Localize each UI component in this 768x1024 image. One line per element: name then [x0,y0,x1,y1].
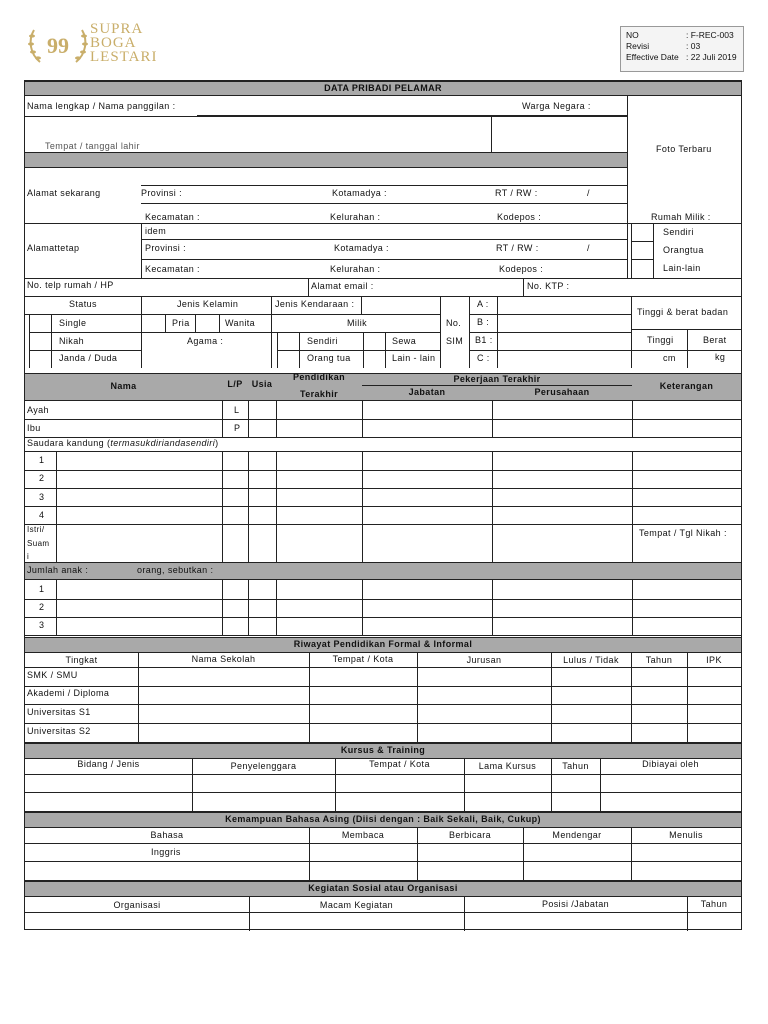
lang-header-membaca: Membaca [341,830,385,840]
pria-label: Pria [172,318,190,328]
edu-header-tempat: Tempat / Kota [332,654,394,664]
provinsi-label-1: Provinsi : [141,188,183,198]
sim-line2 [469,332,631,333]
idem-text: idem [145,226,167,236]
saudara-row2-bottom [25,488,741,489]
janda-duda-label: Janda / Duda [59,353,118,363]
edu-col6 [687,653,688,742]
fam-col5-c [492,580,493,635]
alamat-tetap-divider [141,223,142,278]
social-header-organisasi: Organisasi [113,900,161,910]
lang-row1-bottom [25,861,741,862]
pria-box-right [165,314,166,332]
family-keterangan-header: Keterangan [659,381,714,391]
wanita-box-left [195,314,196,332]
lang-header-bottom [25,843,741,844]
telp-bottom [25,296,741,297]
fam-col1-c [222,580,223,635]
edu-header-bottom [25,667,741,668]
sim-b-label: B : [477,317,490,327]
edu-header-jurusan: Jurusan [466,655,502,665]
status-line2 [29,350,141,351]
istri-label-3: i [27,552,30,561]
single-label: Single [59,318,87,328]
fam-col1-a [222,401,223,437]
kecamatan-label-1: Kecamatan : [145,212,200,222]
fam-col4-c [362,580,363,635]
social-header-bottom [25,912,741,913]
rumah-sendiri-label: Sendiri [663,227,694,237]
wanita-label: Wanita [225,318,256,328]
saudara-top [25,451,741,452]
edu-level-smk: SMK / SMU [27,670,78,680]
social-col1 [249,897,250,931]
kelurahan-label-2: Kelurahan : [330,264,381,274]
training-header-lama: Lama Kursus [478,761,537,771]
training-title: Kursus & Training [340,745,426,755]
kendaraan-orangtua-label: Orang tua [307,353,351,363]
social-title: Kegiatan Sosial atau Organisasi [308,883,458,893]
application-form [24,80,742,930]
saudara-row-2: 2 [39,473,45,483]
pekerjaan-sub-line [362,385,632,386]
alamat-sekarang-label: Alamat sekarang [27,188,101,198]
doc-no-label: NO [626,30,639,40]
personal-grey-band [25,152,627,168]
family-perusahaan-header: Perusahaan [534,387,590,397]
sim-line3 [469,350,741,351]
lang-header-mendengar: Mendengar [552,830,602,840]
status-header-line [25,314,440,315]
lang-header-menulis: Menulis [669,830,703,840]
fam-col2-a [248,401,249,437]
sim-line1 [469,314,631,315]
ibu-lp: P [234,423,241,433]
fam-col6-c [632,580,633,635]
rumah-orangtua-label: Orangtua [663,245,704,255]
anak-row1-bottom [25,599,741,600]
social-header-tahun: Tahun [700,899,728,909]
ktp-label: No. KTP : [527,281,570,291]
edu-col5 [631,653,632,742]
edu-row2-bottom [25,704,741,705]
saudara-row-1: 1 [39,455,45,465]
fam-col6-b [632,451,633,562]
rt-rw-label-2: RT / RW : [496,243,539,253]
edu-col1 [138,653,139,742]
cm-label: cm [663,353,676,363]
lang-col2 [417,828,418,880]
company-name [90,22,157,64]
provinsi-label-2: Provinsi : [145,243,187,253]
kotamadya-label-2: Kotamadya : [334,243,389,253]
fam-num-col-b [56,580,57,635]
foto-label: Foto Terbaru [656,144,712,154]
tinggi-left-border [631,296,632,368]
kecamatan-label-2: Kecamatan : [145,264,200,274]
training-header-bottom [25,774,741,775]
saudara-label [27,438,219,448]
sim-no-label: No. [446,318,462,328]
alamat-row1-line [141,203,627,204]
family-terakhir-header: Terakhir [299,389,339,399]
doc-revisi-row [626,41,738,52]
kg-label: kg [715,352,726,362]
rumah-lain-label: Lain-lain [663,263,701,273]
rumah-milik-label: Rumah Milik : [651,212,711,222]
alamat-sekarang-bottom [25,223,741,224]
milik-label: Milik [347,318,367,328]
kodepos-label-2: Kodepos : [499,264,544,274]
jumlah-anak-label: Jumlah anak : [27,565,89,575]
kodepos-label-1: Kodepos : [497,212,542,222]
fam-col4-a [362,401,363,437]
doc-revisi-label: Revisi [626,41,650,51]
nikah-label: Nikah [59,336,85,346]
ayah-lp: L [234,405,240,415]
edu-header-tahun: Tahun [645,655,673,665]
status-box-right [51,314,52,368]
training-row1-bottom [25,792,741,793]
fam-col6-a [632,401,633,437]
edu-header-ipk: IPK [706,655,722,665]
saudara-row4-bottom [25,524,741,525]
alamat-tetap-line1 [141,239,627,240]
sim-b1-label: B1 : [475,335,493,345]
training-header-tempat: Tempat / Kota [369,759,430,769]
istri-label-2: Suam [27,539,50,548]
edu-level-s1: Universitas S1 [27,707,91,717]
training-header-bidang: Bidang / Jenis [77,759,140,769]
saudara-row-4: 4 [39,510,45,520]
rumah-box-right [653,223,654,278]
fam-col2-c [248,580,249,635]
alamat-tetap-label: Alamattetap [27,243,80,253]
doc-revisi-value: : 03 [686,41,701,51]
saudara-italic: termasukdiriandasendiri [110,438,216,448]
status-box-left [29,314,30,368]
training-col2 [335,759,336,811]
sim-label: SIM [446,336,464,346]
saudara-suffix: ) [215,438,219,448]
ayah-label: Ayah [27,405,49,415]
telp-divider [308,278,309,296]
saudara-row-3: 3 [39,492,45,502]
company-line-1: SUPRA [90,21,144,37]
warga-divider [491,116,492,152]
doc-no-row [626,30,738,41]
social-header-kegiatan: Macam Kegiatan [319,900,394,910]
edu-col3 [417,653,418,742]
jenis-kelamin-label: Jenis Kelamin [177,299,239,309]
form-title: DATA PRIBADI PELAMAR [324,83,442,93]
doc-no-value: : F-REC-003 [686,30,734,40]
lang-col3 [523,828,524,880]
education-title: Riwayat Pendidikan Formal & Informal [293,639,473,649]
jenis-kendaraan-label: Jenis Kendaraan : [275,299,355,309]
anak-row3-bottom [25,635,741,636]
training-col1 [192,759,193,811]
anak-row2-bottom [25,617,741,618]
rumah-box-left [631,223,632,278]
family-pekerjaan-header: Pekerjaan Terakhir [453,374,541,384]
status-label: Status [69,299,97,309]
rt-rw-slash-1: / [587,188,590,198]
training-col3 [464,759,465,811]
language-title: Kemampuan Bahasa Asing (Diisi dengan : Baik Sekali, Baik, Cukup) [225,814,541,824]
family-lp-header: L/P [227,379,243,389]
kotamadya-label-1: Kotamadya : [332,188,387,198]
kelamin-bottom [141,332,440,333]
istri-label-1: Istri/ [27,525,45,534]
tinggi-berat-label: Tinggi & berat badan [637,307,729,317]
tinggi-header-line [631,329,741,330]
social-col3 [687,897,688,931]
warga-negara-label: Warga Negara : [522,101,591,111]
fam-col5-a [492,401,493,437]
tempat-lahir-label: Tempat / tanggal lahir [45,141,140,151]
fam-col3-c [276,580,277,635]
document-info-box [620,26,744,72]
lang-inggris: Inggris [151,847,181,857]
nama-row-line [25,116,627,117]
tinggi-berat-divider [687,329,688,368]
training-header-tahun: Tahun [562,761,589,771]
training-col5 [600,759,601,811]
edu-header-nama-sekolah: Nama Sekolah [191,654,256,664]
orang-sebutkan-label: orang, sebutkan : [137,565,214,575]
photo-left-border [627,96,628,278]
rumah-box-line2 [631,259,653,260]
fam-col2-b [248,451,249,562]
logo-number: 99 [47,33,69,58]
saudara-prefix: Saudara kandung ( [27,438,111,448]
status-line1 [29,332,141,333]
tgl-nikah-label: Tempat / Tgl Nikah : [639,528,727,538]
fam-col1-b [222,451,223,562]
rt-rw-label-1: RT / RW : [495,188,538,198]
fam-num-col-a [56,451,57,562]
telp-label: No. telp rumah / HP [27,280,114,290]
edu-row1-bottom [25,686,741,687]
training-header-dibiayai: Dibiayai oleh [642,759,699,769]
berat-label: Berat [703,335,727,345]
social-col2 [464,897,465,931]
fam-col5-b [492,451,493,562]
saudara-row3-bottom [25,506,741,507]
edu-col4 [551,653,552,742]
kendaraan-divider [361,296,362,314]
training-header-penyelenggara: Penyelenggara [230,761,297,771]
alamat-tetap-line2 [141,259,627,260]
nama-label: Nama lengkap / Nama panggilan : [27,101,176,111]
address-top-line [141,185,627,186]
family-pendidikan-header: Pendidikan [292,372,345,382]
rumah-box-line1 [631,241,653,242]
doc-date-label: Effective Date [626,52,679,62]
sim-a-label: A : [477,299,489,309]
sim-c-label: C : [477,353,490,363]
kelurahan-label-1: Kelurahan : [330,212,381,222]
company-line-3: LESTARI [90,49,158,65]
edu-row3-bottom [25,723,741,724]
anak-row-1: 1 [39,584,45,594]
fam-col3-a [276,401,277,437]
lang-header-berbicara: Berbicara [448,830,492,840]
company-line-2: BOGA [90,35,137,51]
anak-row-2: 2 [39,602,45,612]
wanita-box-right [219,314,220,332]
training-col4 [551,759,552,811]
tinggi-label: Tinggi [647,335,674,345]
social-header-posisi: Posisi /Jabatan [541,899,610,909]
lang-col1 [309,828,310,880]
ayah-bottom [25,419,741,420]
kendaraan-lain-label: Lain - lain [392,353,436,363]
fam-col4-b [362,451,363,562]
doc-date-value: : 22 Juli 2019 [686,52,737,62]
edu-col2 [309,653,310,742]
edu-header-tingkat: Tingkat [65,655,98,665]
saudara-row1-bottom [25,470,741,471]
anak-row-3: 3 [39,620,45,630]
edu-level-s2: Universitas S2 [27,726,91,736]
fam-col3-b [276,451,277,562]
sim-left-border [440,296,441,368]
kendaraan-mid-line [277,350,440,351]
email-divider [523,278,524,296]
edu-level-diploma: Akademi / Diploma [27,688,110,698]
family-jabatan-header: Jabatan [408,387,446,397]
family-usia-header: Usia [251,379,273,389]
email-label: Alamat email : [311,281,374,291]
laurel-logo-icon [26,24,90,68]
jumlah-anak-band [25,562,741,580]
lang-header-bahasa: Bahasa [150,830,184,840]
kendaraan-sendiri-label: Sendiri [307,336,338,346]
family-nama-header: Nama [110,381,137,391]
agama-label: Agama : [187,336,224,346]
kendaraan-sewa-label: Sewa [392,336,417,346]
rt-rw-slash-2: / [587,243,590,253]
lang-col4 [631,828,632,880]
doc-date-row [626,52,738,63]
ibu-label: Ibu [27,423,41,433]
alamat-tetap-bottom [25,278,741,279]
edu-header-lulus: Lulus / Tidak [563,655,619,665]
